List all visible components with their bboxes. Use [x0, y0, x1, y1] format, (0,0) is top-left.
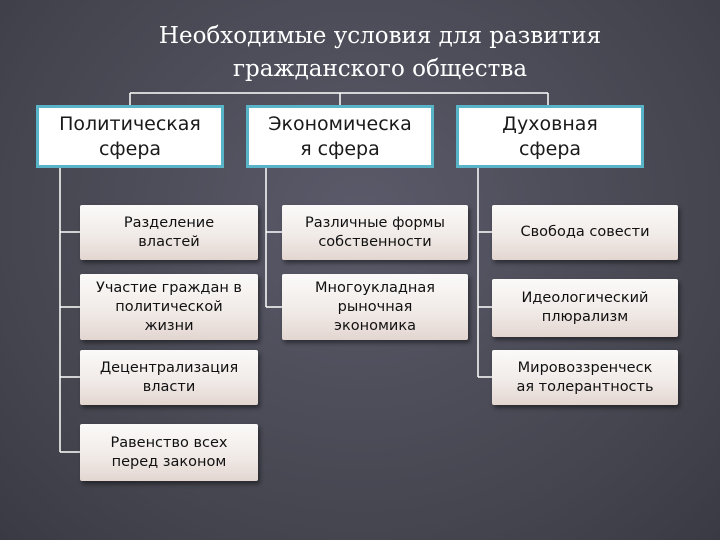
spiritual-item-2: Идеологический плюрализм	[492, 279, 678, 337]
spiritual-item-3: Мировоззренческ ая толерантность	[492, 350, 678, 405]
spiritual-item-1: Свобода совести	[492, 205, 678, 260]
header-political-sphere	[36, 105, 224, 168]
title-line-2: гражданского общества	[232, 56, 528, 82]
political-item-2: Участие граждан в политической жизни	[80, 274, 258, 340]
economic-item-1: Различные формы собственности	[282, 205, 468, 260]
title-line-1: Необходимые условия для развития	[158, 23, 602, 49]
header-economic-label: Экономическа я сфера	[268, 112, 412, 160]
political-item-1: Разделение властей	[80, 205, 258, 260]
header-spiritual-label: Духовная сфера	[502, 112, 598, 160]
header-political-label: Политическая сфера	[59, 112, 201, 160]
header-economic-sphere	[246, 105, 434, 168]
political-item-3: Децентрализация власти	[80, 350, 258, 405]
economic-item-2: Многоукладная рыночная экономика	[282, 274, 468, 340]
political-item-4: Равенство всех перед законом	[80, 424, 258, 481]
header-spiritual-sphere	[456, 105, 644, 168]
